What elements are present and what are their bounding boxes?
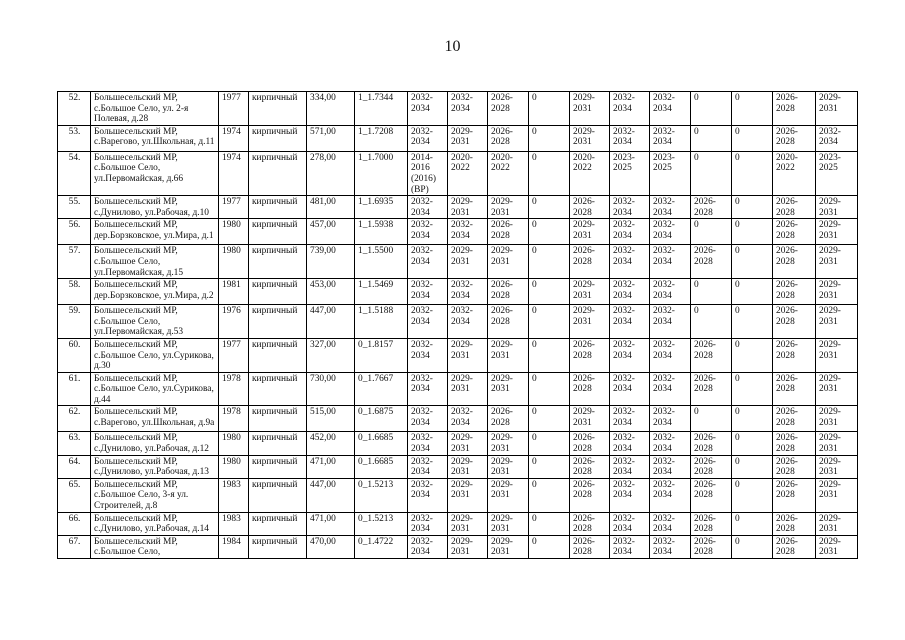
row-number-cell: 54. xyxy=(58,151,91,195)
term-11-cell: 2029-2031 xyxy=(816,338,858,372)
wall-material-cell: кирпичный xyxy=(249,478,307,512)
term-10-cell: 2026-2028 xyxy=(773,245,816,279)
wall-material-cell: кирпичный xyxy=(249,455,307,478)
table-row xyxy=(58,92,858,126)
table-row xyxy=(58,406,858,432)
term-10-cell: 2026-2028 xyxy=(773,535,816,558)
row-number-cell: 52. xyxy=(58,92,91,126)
row-number-cell: 59. xyxy=(58,305,91,339)
term-5-cell: 2026-2028 xyxy=(570,478,610,512)
term-10-cell: 2026-2028 xyxy=(773,279,816,305)
term-1-cell: 2032-2034 xyxy=(408,92,448,126)
term-7-cell: 2032-2034 xyxy=(650,455,691,478)
term-4-cell: 0 xyxy=(529,151,570,195)
term-6-cell: 2032-2034 xyxy=(610,279,650,305)
code-cell: 1_1.5188 xyxy=(355,305,408,339)
term-6-cell: 2032-2034 xyxy=(610,245,650,279)
term-7-cell: 2032-2034 xyxy=(650,305,691,339)
term-7-cell: 2023-2025 xyxy=(650,151,691,195)
term-4-cell: 0 xyxy=(529,372,570,406)
term-7-cell: 2032-2034 xyxy=(650,196,691,219)
term-7-cell: 2032-2034 xyxy=(650,372,691,406)
row-number-cell: 67. xyxy=(58,535,91,558)
term-5-cell: 2026-2028 xyxy=(570,196,610,219)
term-8-cell: 0 xyxy=(691,92,732,126)
term-11-cell: 2029-2031 xyxy=(816,196,858,219)
term-2-cell: 2029-2031 xyxy=(448,432,488,455)
code-cell: 0_1.6685 xyxy=(355,432,408,455)
area-cell: 453,00 xyxy=(307,279,355,305)
area-cell: 447,00 xyxy=(307,305,355,339)
term-3-cell: 2029-2031 xyxy=(488,432,529,455)
area-cell: 457,00 xyxy=(307,219,355,245)
table-row xyxy=(58,372,858,406)
row-number-cell: 53. xyxy=(58,125,91,151)
page-number: 10 xyxy=(444,38,461,55)
term-2-cell: 2029-2031 xyxy=(448,338,488,372)
table-row xyxy=(58,219,858,245)
term-11-cell: 2029-2031 xyxy=(816,406,858,432)
build-year-cell: 1978 xyxy=(219,372,249,406)
term-9-cell: 0 xyxy=(732,338,773,372)
wall-material-cell: кирпичный xyxy=(249,151,307,195)
row-number-cell: 62. xyxy=(58,406,91,432)
term-3-cell: 2026-2028 xyxy=(488,219,529,245)
term-2-cell: 2032-2034 xyxy=(448,219,488,245)
term-9-cell: 0 xyxy=(732,406,773,432)
term-7-cell: 2032-2034 xyxy=(650,92,691,126)
code-cell: 1_1.7344 xyxy=(355,92,408,126)
term-5-cell: 2026-2028 xyxy=(570,432,610,455)
term-11-cell: 2029-2031 xyxy=(816,535,858,558)
term-3-cell: 2026-2028 xyxy=(488,305,529,339)
term-8-cell: 0 xyxy=(691,151,732,195)
area-cell: 471,00 xyxy=(307,455,355,478)
table-row xyxy=(58,245,858,279)
build-year-cell: 1974 xyxy=(219,151,249,195)
term-11-cell: 2029-2031 xyxy=(816,279,858,305)
address-cell: Большесельский МР, с.Дунилово, ул.Рабочая, д.13 xyxy=(91,455,219,478)
term-7-cell: 2032-2034 xyxy=(650,219,691,245)
table-row xyxy=(58,535,858,558)
term-10-cell: 2026-2028 xyxy=(773,432,816,455)
build-year-cell: 1977 xyxy=(219,196,249,219)
term-2-cell: 2029-2031 xyxy=(448,245,488,279)
term-10-cell: 2026-2028 xyxy=(773,125,816,151)
term-3-cell: 2029-2031 xyxy=(488,372,529,406)
term-1-cell: 2032-2034 xyxy=(408,125,448,151)
term-9-cell: 0 xyxy=(732,432,773,455)
term-10-cell: 2026-2028 xyxy=(773,455,816,478)
area-cell: 334,00 xyxy=(307,92,355,126)
term-3-cell: 2026-2028 xyxy=(488,125,529,151)
term-7-cell: 2032-2034 xyxy=(650,512,691,535)
wall-material-cell: кирпичный xyxy=(249,338,307,372)
term-11-cell: 2029-2031 xyxy=(816,245,858,279)
area-cell: 447,00 xyxy=(307,478,355,512)
term-10-cell: 2026-2028 xyxy=(773,219,816,245)
area-cell: 278,00 xyxy=(307,151,355,195)
term-2-cell: 2029-2031 xyxy=(448,125,488,151)
row-number-cell: 64. xyxy=(58,455,91,478)
term-1-cell: 2032-2034 xyxy=(408,338,448,372)
term-9-cell: 0 xyxy=(732,92,773,126)
term-6-cell: 2032-2034 xyxy=(610,372,650,406)
address-cell: Большесельский МР, с.Большое Село, xyxy=(91,535,219,558)
build-year-cell: 1984 xyxy=(219,535,249,558)
build-year-cell: 1983 xyxy=(219,512,249,535)
table-row xyxy=(58,478,858,512)
table-row xyxy=(58,125,858,151)
row-number-cell: 57. xyxy=(58,245,91,279)
term-7-cell: 2032-2034 xyxy=(650,432,691,455)
term-8-cell: 2026-2028 xyxy=(691,245,732,279)
term-7-cell: 2032-2034 xyxy=(650,535,691,558)
term-2-cell: 2032-2034 xyxy=(448,406,488,432)
wall-material-cell: кирпичный xyxy=(249,305,307,339)
term-9-cell: 0 xyxy=(732,512,773,535)
area-cell: 481,00 xyxy=(307,196,355,219)
address-cell: Большесельский МР, с.Варегово, ул.Школьная, д.9а xyxy=(91,406,219,432)
row-number-cell: 65. xyxy=(58,478,91,512)
wall-material-cell: кирпичный xyxy=(249,372,307,406)
term-4-cell: 0 xyxy=(529,219,570,245)
term-2-cell: 2029-2031 xyxy=(448,372,488,406)
build-year-cell: 1980 xyxy=(219,455,249,478)
term-1-cell: 2032-2034 xyxy=(408,535,448,558)
address-cell: Большесельский МР, дер.Борзковское, ул.Мира, д.1 xyxy=(91,219,219,245)
table-body xyxy=(58,92,858,559)
term-3-cell: 2029-2031 xyxy=(488,196,529,219)
term-8-cell: 0 xyxy=(691,279,732,305)
term-9-cell: 0 xyxy=(732,305,773,339)
area-cell: 571,00 xyxy=(307,125,355,151)
term-2-cell: 2029-2031 xyxy=(448,196,488,219)
term-1-cell: 2032-2034 xyxy=(408,455,448,478)
term-1-cell: 2032-2034 xyxy=(408,406,448,432)
term-3-cell: 2026-2028 xyxy=(488,92,529,126)
term-9-cell: 0 xyxy=(732,455,773,478)
term-4-cell: 0 xyxy=(529,406,570,432)
term-10-cell: 2026-2028 xyxy=(773,406,816,432)
term-9-cell: 0 xyxy=(732,279,773,305)
area-cell: 327,00 xyxy=(307,338,355,372)
build-year-cell: 1974 xyxy=(219,125,249,151)
row-number-cell: 55. xyxy=(58,196,91,219)
term-9-cell: 0 xyxy=(732,219,773,245)
wall-material-cell: кирпичный xyxy=(249,92,307,126)
term-4-cell: 0 xyxy=(529,338,570,372)
housing-repair-schedule-table xyxy=(57,91,858,559)
build-year-cell: 1976 xyxy=(219,305,249,339)
term-9-cell: 0 xyxy=(732,478,773,512)
term-5-cell: 2026-2028 xyxy=(570,372,610,406)
code-cell: 0_1.8157 xyxy=(355,338,408,372)
term-5-cell: 2026-2028 xyxy=(570,338,610,372)
term-6-cell: 2032-2034 xyxy=(610,125,650,151)
term-2-cell: 2020-2022 xyxy=(448,151,488,195)
term-6-cell: 2032-2034 xyxy=(610,535,650,558)
wall-material-cell: кирпичный xyxy=(249,406,307,432)
code-cell: 0_1.5213 xyxy=(355,478,408,512)
term-8-cell: 0 xyxy=(691,219,732,245)
address-cell: Большесельский МР, с.Большое Село, ул.Сурикова, д.44 xyxy=(91,372,219,406)
table-row xyxy=(58,151,858,195)
row-number-cell: 61. xyxy=(58,372,91,406)
area-cell: 452,00 xyxy=(307,432,355,455)
term-3-cell: 2029-2031 xyxy=(488,512,529,535)
term-9-cell: 0 xyxy=(732,245,773,279)
term-4-cell: 0 xyxy=(529,535,570,558)
build-year-cell: 1977 xyxy=(219,92,249,126)
term-10-cell: 2026-2028 xyxy=(773,92,816,126)
address-cell: Большесельский МР, с.Большое Село, ул.Первомайская, д.15 xyxy=(91,245,219,279)
address-cell: Большесельский МР, с.Большое Село, ул.Первомайская, д.66 xyxy=(91,151,219,195)
term-8-cell: 0 xyxy=(691,125,732,151)
table-row xyxy=(58,432,858,455)
term-11-cell: 2029-2031 xyxy=(816,219,858,245)
build-year-cell: 1981 xyxy=(219,279,249,305)
term-8-cell: 2026-2028 xyxy=(691,338,732,372)
build-year-cell: 1980 xyxy=(219,219,249,245)
code-cell: 0_1.4722 xyxy=(355,535,408,558)
term-6-cell: 2032-2034 xyxy=(610,92,650,126)
row-number-cell: 66. xyxy=(58,512,91,535)
address-cell: Большесельский МР, с.Большое Село, ул. 2-я Полевая, д.28 xyxy=(91,92,219,126)
term-1-cell: 2032-2034 xyxy=(408,196,448,219)
term-8-cell: 2026-2028 xyxy=(691,535,732,558)
area-cell: 739,00 xyxy=(307,245,355,279)
term-4-cell: 0 xyxy=(529,245,570,279)
table-row xyxy=(58,279,858,305)
build-year-cell: 1983 xyxy=(219,478,249,512)
code-cell: 1_1.7000 xyxy=(355,151,408,195)
term-2-cell: 2029-2031 xyxy=(448,455,488,478)
term-1-cell: 2032-2034 xyxy=(408,305,448,339)
term-5-cell: 2026-2028 xyxy=(570,512,610,535)
build-year-cell: 1978 xyxy=(219,406,249,432)
code-cell: 1_1.6935 xyxy=(355,196,408,219)
term-5-cell: 2029-2031 xyxy=(570,219,610,245)
term-1-cell: 2032-2034 xyxy=(408,372,448,406)
term-8-cell: 2026-2028 xyxy=(691,196,732,219)
row-number-cell: 58. xyxy=(58,279,91,305)
code-cell: 1_1.5469 xyxy=(355,279,408,305)
term-11-cell: 2029-2031 xyxy=(816,478,858,512)
term-10-cell: 2026-2028 xyxy=(773,478,816,512)
term-7-cell: 2032-2034 xyxy=(650,245,691,279)
term-1-cell: 2032-2034 xyxy=(408,245,448,279)
term-7-cell: 2032-2034 xyxy=(650,478,691,512)
area-cell: 470,00 xyxy=(307,535,355,558)
term-1-cell: 2032-2034 xyxy=(408,219,448,245)
term-7-cell: 2032-2034 xyxy=(650,338,691,372)
term-6-cell: 2032-2034 xyxy=(610,455,650,478)
term-7-cell: 2032-2034 xyxy=(650,125,691,151)
table-row xyxy=(58,455,858,478)
term-5-cell: 2029-2031 xyxy=(570,279,610,305)
term-5-cell: 2020-2022 xyxy=(570,151,610,195)
term-3-cell: 2029-2031 xyxy=(488,245,529,279)
term-3-cell: 2029-2031 xyxy=(488,455,529,478)
code-cell: 0_1.6875 xyxy=(355,406,408,432)
term-2-cell: 2029-2031 xyxy=(448,512,488,535)
wall-material-cell: кирпичный xyxy=(249,279,307,305)
code-cell: 1_1.5500 xyxy=(355,245,408,279)
term-5-cell: 2029-2031 xyxy=(570,305,610,339)
term-2-cell: 2032-2034 xyxy=(448,305,488,339)
table-row xyxy=(58,512,858,535)
term-8-cell: 2026-2028 xyxy=(691,478,732,512)
address-cell: Большесельский МР, с.Варегово, ул.Школьная, д.11 xyxy=(91,125,219,151)
code-cell: 1_1.5938 xyxy=(355,219,408,245)
address-cell: Большесельский МР, с.Большое Село, 3-я ул. Строителей, д.8 xyxy=(91,478,219,512)
row-number-cell: 60. xyxy=(58,338,91,372)
term-6-cell: 2032-2034 xyxy=(610,219,650,245)
term-1-cell: 2032-2034 xyxy=(408,432,448,455)
term-9-cell: 0 xyxy=(732,372,773,406)
term-5-cell: 2029-2031 xyxy=(570,92,610,126)
term-11-cell: 2023-2025 xyxy=(816,151,858,195)
term-10-cell: 2026-2028 xyxy=(773,512,816,535)
term-3-cell: 2020-2022 xyxy=(488,151,529,195)
term-10-cell: 2026-2028 xyxy=(773,338,816,372)
term-8-cell: 2026-2028 xyxy=(691,512,732,535)
term-6-cell: 2032-2034 xyxy=(610,478,650,512)
row-number-cell: 63. xyxy=(58,432,91,455)
term-6-cell: 2032-2034 xyxy=(610,432,650,455)
table-row xyxy=(58,196,858,219)
address-cell: Большесельский МР, с.Дунилово, ул.Рабочая, д.14 xyxy=(91,512,219,535)
term-6-cell: 2032-2034 xyxy=(610,406,650,432)
address-cell: Большесельский МР, дер.Борзковское, ул.Мира, д.2 xyxy=(91,279,219,305)
wall-material-cell: кирпичный xyxy=(249,125,307,151)
term-11-cell: 2032-2034 xyxy=(816,125,858,151)
term-10-cell: 2020-2022 xyxy=(773,151,816,195)
term-4-cell: 0 xyxy=(529,279,570,305)
area-cell: 730,00 xyxy=(307,372,355,406)
term-8-cell: 0 xyxy=(691,406,732,432)
row-number-cell: 56. xyxy=(58,219,91,245)
term-8-cell: 2026-2028 xyxy=(691,432,732,455)
table-row xyxy=(58,338,858,372)
term-3-cell: 2026-2028 xyxy=(488,406,529,432)
term-11-cell: 2029-2031 xyxy=(816,305,858,339)
code-cell: 0_1.6685 xyxy=(355,455,408,478)
term-8-cell: 2026-2028 xyxy=(691,455,732,478)
term-3-cell: 2026-2028 xyxy=(488,279,529,305)
term-3-cell: 2029-2031 xyxy=(488,338,529,372)
code-cell: 1_1.7208 xyxy=(355,125,408,151)
table-row xyxy=(58,305,858,339)
term-2-cell: 2032-2034 xyxy=(448,92,488,126)
address-cell: Большесельский МР, с.Большое Село, ул.Первомайская, д.53 xyxy=(91,305,219,339)
code-cell: 0_1.5213 xyxy=(355,512,408,535)
term-4-cell: 0 xyxy=(529,305,570,339)
term-2-cell: 2029-2031 xyxy=(448,535,488,558)
term-5-cell: 2029-2031 xyxy=(570,406,610,432)
term-5-cell: 2026-2028 xyxy=(570,535,610,558)
term-10-cell: 2026-2028 xyxy=(773,372,816,406)
term-10-cell: 2026-2028 xyxy=(773,196,816,219)
term-2-cell: 2029-2031 xyxy=(448,478,488,512)
term-8-cell: 0 xyxy=(691,305,732,339)
term-4-cell: 0 xyxy=(529,512,570,535)
term-11-cell: 2029-2031 xyxy=(816,455,858,478)
term-4-cell: 0 xyxy=(529,125,570,151)
term-4-cell: 0 xyxy=(529,478,570,512)
term-5-cell: 2026-2028 xyxy=(570,245,610,279)
term-5-cell: 2026-2028 xyxy=(570,455,610,478)
term-9-cell: 0 xyxy=(732,151,773,195)
wall-material-cell: кирпичный xyxy=(249,432,307,455)
area-cell: 471,00 xyxy=(307,512,355,535)
term-9-cell: 0 xyxy=(732,125,773,151)
term-8-cell: 2026-2028 xyxy=(691,372,732,406)
term-9-cell: 0 xyxy=(732,196,773,219)
build-year-cell: 1977 xyxy=(219,338,249,372)
term-11-cell: 2029-2031 xyxy=(816,432,858,455)
address-cell: Большесельский МР, с.Большое Село, ул.Сурикова, д.30 xyxy=(91,338,219,372)
wall-material-cell: кирпичный xyxy=(249,245,307,279)
term-7-cell: 2032-2034 xyxy=(650,279,691,305)
term-6-cell: 2032-2034 xyxy=(610,512,650,535)
wall-material-cell: кирпичный xyxy=(249,512,307,535)
term-4-cell: 0 xyxy=(529,432,570,455)
term-9-cell: 0 xyxy=(732,535,773,558)
wall-material-cell: кирпичный xyxy=(249,219,307,245)
term-3-cell: 2029-2031 xyxy=(488,535,529,558)
term-1-cell: 2032-2034 xyxy=(408,478,448,512)
area-cell: 515,00 xyxy=(307,406,355,432)
term-6-cell: 2032-2034 xyxy=(610,338,650,372)
term-2-cell: 2032-2034 xyxy=(448,279,488,305)
build-year-cell: 1980 xyxy=(219,245,249,279)
wall-material-cell: кирпичный xyxy=(249,535,307,558)
wall-material-cell: кирпичный xyxy=(249,196,307,219)
term-1-cell: 2032-2034 xyxy=(408,279,448,305)
term-11-cell: 2029-2031 xyxy=(816,512,858,535)
term-3-cell: 2029-2031 xyxy=(488,478,529,512)
term-7-cell: 2032-2034 xyxy=(650,406,691,432)
term-4-cell: 0 xyxy=(529,92,570,126)
term-6-cell: 2023-2025 xyxy=(610,151,650,195)
build-year-cell: 1980 xyxy=(219,432,249,455)
term-4-cell: 0 xyxy=(529,455,570,478)
term-4-cell: 0 xyxy=(529,196,570,219)
term-1-cell: 2014-2016 (2016) (ВР) xyxy=(408,151,448,195)
term-6-cell: 2032-2034 xyxy=(610,196,650,219)
term-1-cell: 2032-2034 xyxy=(408,512,448,535)
term-5-cell: 2029-2031 xyxy=(570,125,610,151)
address-cell: Большесельский МР, с.Дунилово, ул.Рабочая, д.12 xyxy=(91,432,219,455)
term-11-cell: 2029-2031 xyxy=(816,372,858,406)
term-6-cell: 2032-2034 xyxy=(610,305,650,339)
term-11-cell: 2029-2031 xyxy=(816,92,858,126)
address-cell: Большесельский МР, с.Дунилово, ул.Рабочая, д.10 xyxy=(91,196,219,219)
code-cell: 0_1.7667 xyxy=(355,372,408,406)
term-10-cell: 2026-2028 xyxy=(773,305,816,339)
